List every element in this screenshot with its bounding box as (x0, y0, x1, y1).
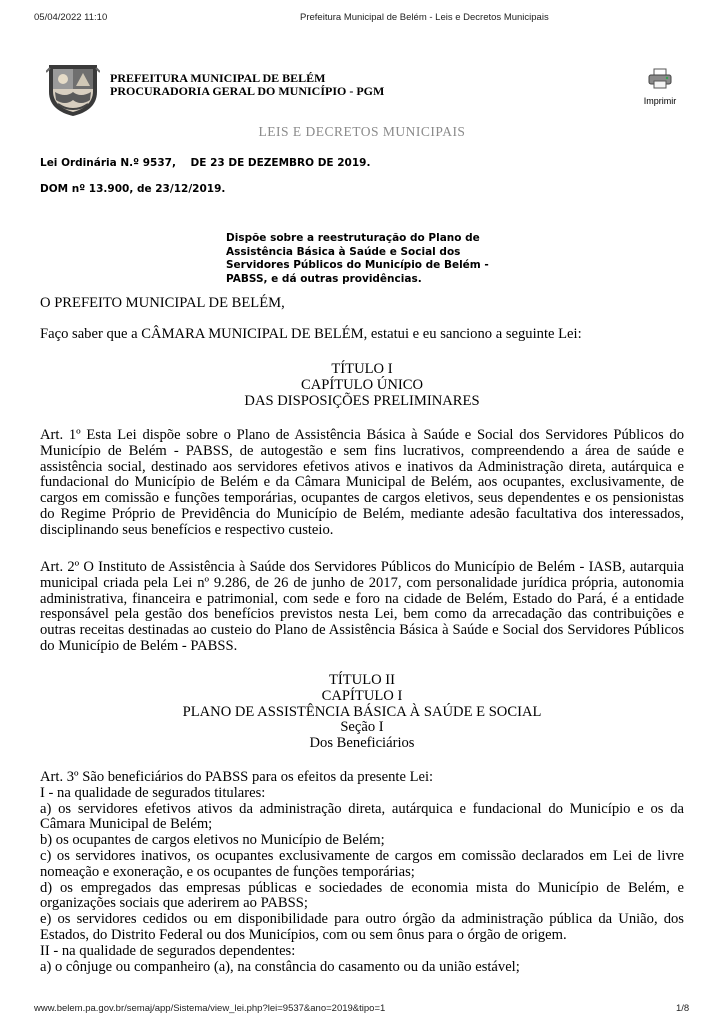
article-1: Art. 1º Esta Lei dispõe sobre o Plano de Assistência Básica à Saúde e Social dos Servidores Públicos do Município de Belém - PABSS, de autogestão e sem fins lucrativos, compreendendo a área de saúde e assistência social, destinado aos servidores efetivos ativos e inativos da Administração direta, autárquica e fundacional do Município de Belém e da Câmara Municipal de Belém, aos ocupantes, exclusivamente, de cargos em comissão e funções temporárias, ocupantes de cargos eletivos, seus dependentes e os pensionistas do Regime Próprio de Previdência do Município de Belém, mediante adesão facultativa dos interessados, disciplinando seus benefícios e respectivo custeio. (40, 427, 684, 538)
item-i-e: e) os servidores cedidos ou em disponibilidade para outro órgão da administração pública da União, dos Estados, do Distrito Federal ou dos Municípios, com ou sem ônus para o órgão de origem. (40, 911, 684, 943)
title-1-heading (40, 362, 684, 409)
item-i-d: d) os empregados das empresas públicas e sociedades de economia mista do Município de Belém, e organizações sociais que aderirem ao PABSS; (40, 879, 684, 912)
dom-reference: DOM nº 13.900, de 23/12/2019. (40, 183, 226, 195)
chapter-1-label: CAPÍTULO I (321, 687, 403, 704)
law-summary: Dispõe sobre a reestruturação do Plano de Assistência Básica à Saúde e Social dos Servidores Públicos do Município de Belém - PABSS, e dá outras providências. (226, 232, 489, 285)
law-number: Lei Ordinária N.º 9537, DE 23 DE DEZEMBRO DE 2019. (40, 157, 371, 169)
article-2: Art. 2º O Instituto de Assistência à Saúde dos Servidores Públicos do Município de Belém - IASB, autarquia municipal criada pela Lei nº 9.286, de 26 de junho de 2017, com personalidade jurídica própria, autonomia administrativa, financeira e patrimonial, com sede e foro na cidade de Belém, Estado do Pará, é a entidade responsável pela gestão dos benefícios previstos nesta Lei, bem como da arrecadação das contribuições e outras receitas destinadas ao custeio do Plano de Assistência Básica à Saúde e Social dos Servidores Públicos do Município de Belém - PABSS. (40, 559, 684, 654)
chapter-unique-label: CAPÍTULO ÚNICO (300, 376, 424, 393)
item-ii-a: a) o cônjuge ou companheiro (a), na constância do casamento ou da união estável; (40, 958, 520, 975)
print-label: Imprimir (643, 96, 677, 106)
item-i-c: c) os servidores inativos, os ocupantes exclusivamente de cargos em comissão declarados em Lei de livre nomeação e exoneração, e os ocupantes de funções temporárias; (40, 847, 684, 880)
print-page-title: Prefeitura Municipal de Belém - Leis e Decretos Municipais (300, 12, 549, 23)
opening-line: O PREFEITO MUNICIPAL DE BELÉM, (40, 295, 285, 311)
title-1-label: TÍTULO I (331, 361, 393, 377)
item-i-b: b) os ocupantes de cargos eletivos no Município de Belém; (40, 832, 385, 849)
footer-page-number: 1/8 (676, 1003, 690, 1014)
footer-url: www.belem.pa.gov.br/semaj/app/Sistema/view_lei.php?lei=9537&ano=2019&tipo=1 (34, 1003, 386, 1014)
article-3-head: Art. 3º São beneficiários do PABSS para os efeitos da presente Lei: (40, 769, 434, 785)
printer-icon (647, 68, 673, 90)
section-1-label: Seção I (340, 719, 384, 736)
city-coat-of-arms-icon (46, 62, 100, 118)
section-title: LEIS E DECRETOS MUNICIPAIS (258, 124, 466, 139)
plan-heading: PLANO DE ASSISTÊNCIA BÁSICA À SAÚDE E SOCIAL (182, 703, 542, 720)
item-i-a: a) os servidores efetivos ativos da administração direta, autárquica e fundacional do Município e os da Câmara Municipal de Belém; (40, 800, 684, 833)
title-2-label: TÍTULO II (328, 672, 396, 688)
article-3 (40, 770, 684, 975)
org-name-line1: PREFEITURA MUNICIPAL DE BELÉM (110, 71, 326, 85)
item-i: I - na qualidade de segurados titulares: (40, 784, 266, 801)
organization-header (110, 72, 384, 98)
print-datetime: 05/04/2022 11:10 (34, 12, 108, 23)
enactment-line: Faço saber que a CÂMARA MUNICIPAL DE BELÉM, estatui e eu sanciono a seguinte Lei: (40, 326, 582, 342)
item-ii: II - na qualidade de segurados dependentes: (40, 942, 296, 959)
title-2-heading (40, 673, 684, 752)
beneficiaries-heading: Dos Beneficiários (309, 735, 415, 752)
preliminary-provisions-label: DAS DISPOSIÇÕES PRELIMINARES (244, 392, 480, 409)
org-name-line2: PROCURADORIA GERAL DO MUNICÍPIO - PGM (110, 84, 385, 98)
print-button[interactable] (640, 68, 680, 106)
